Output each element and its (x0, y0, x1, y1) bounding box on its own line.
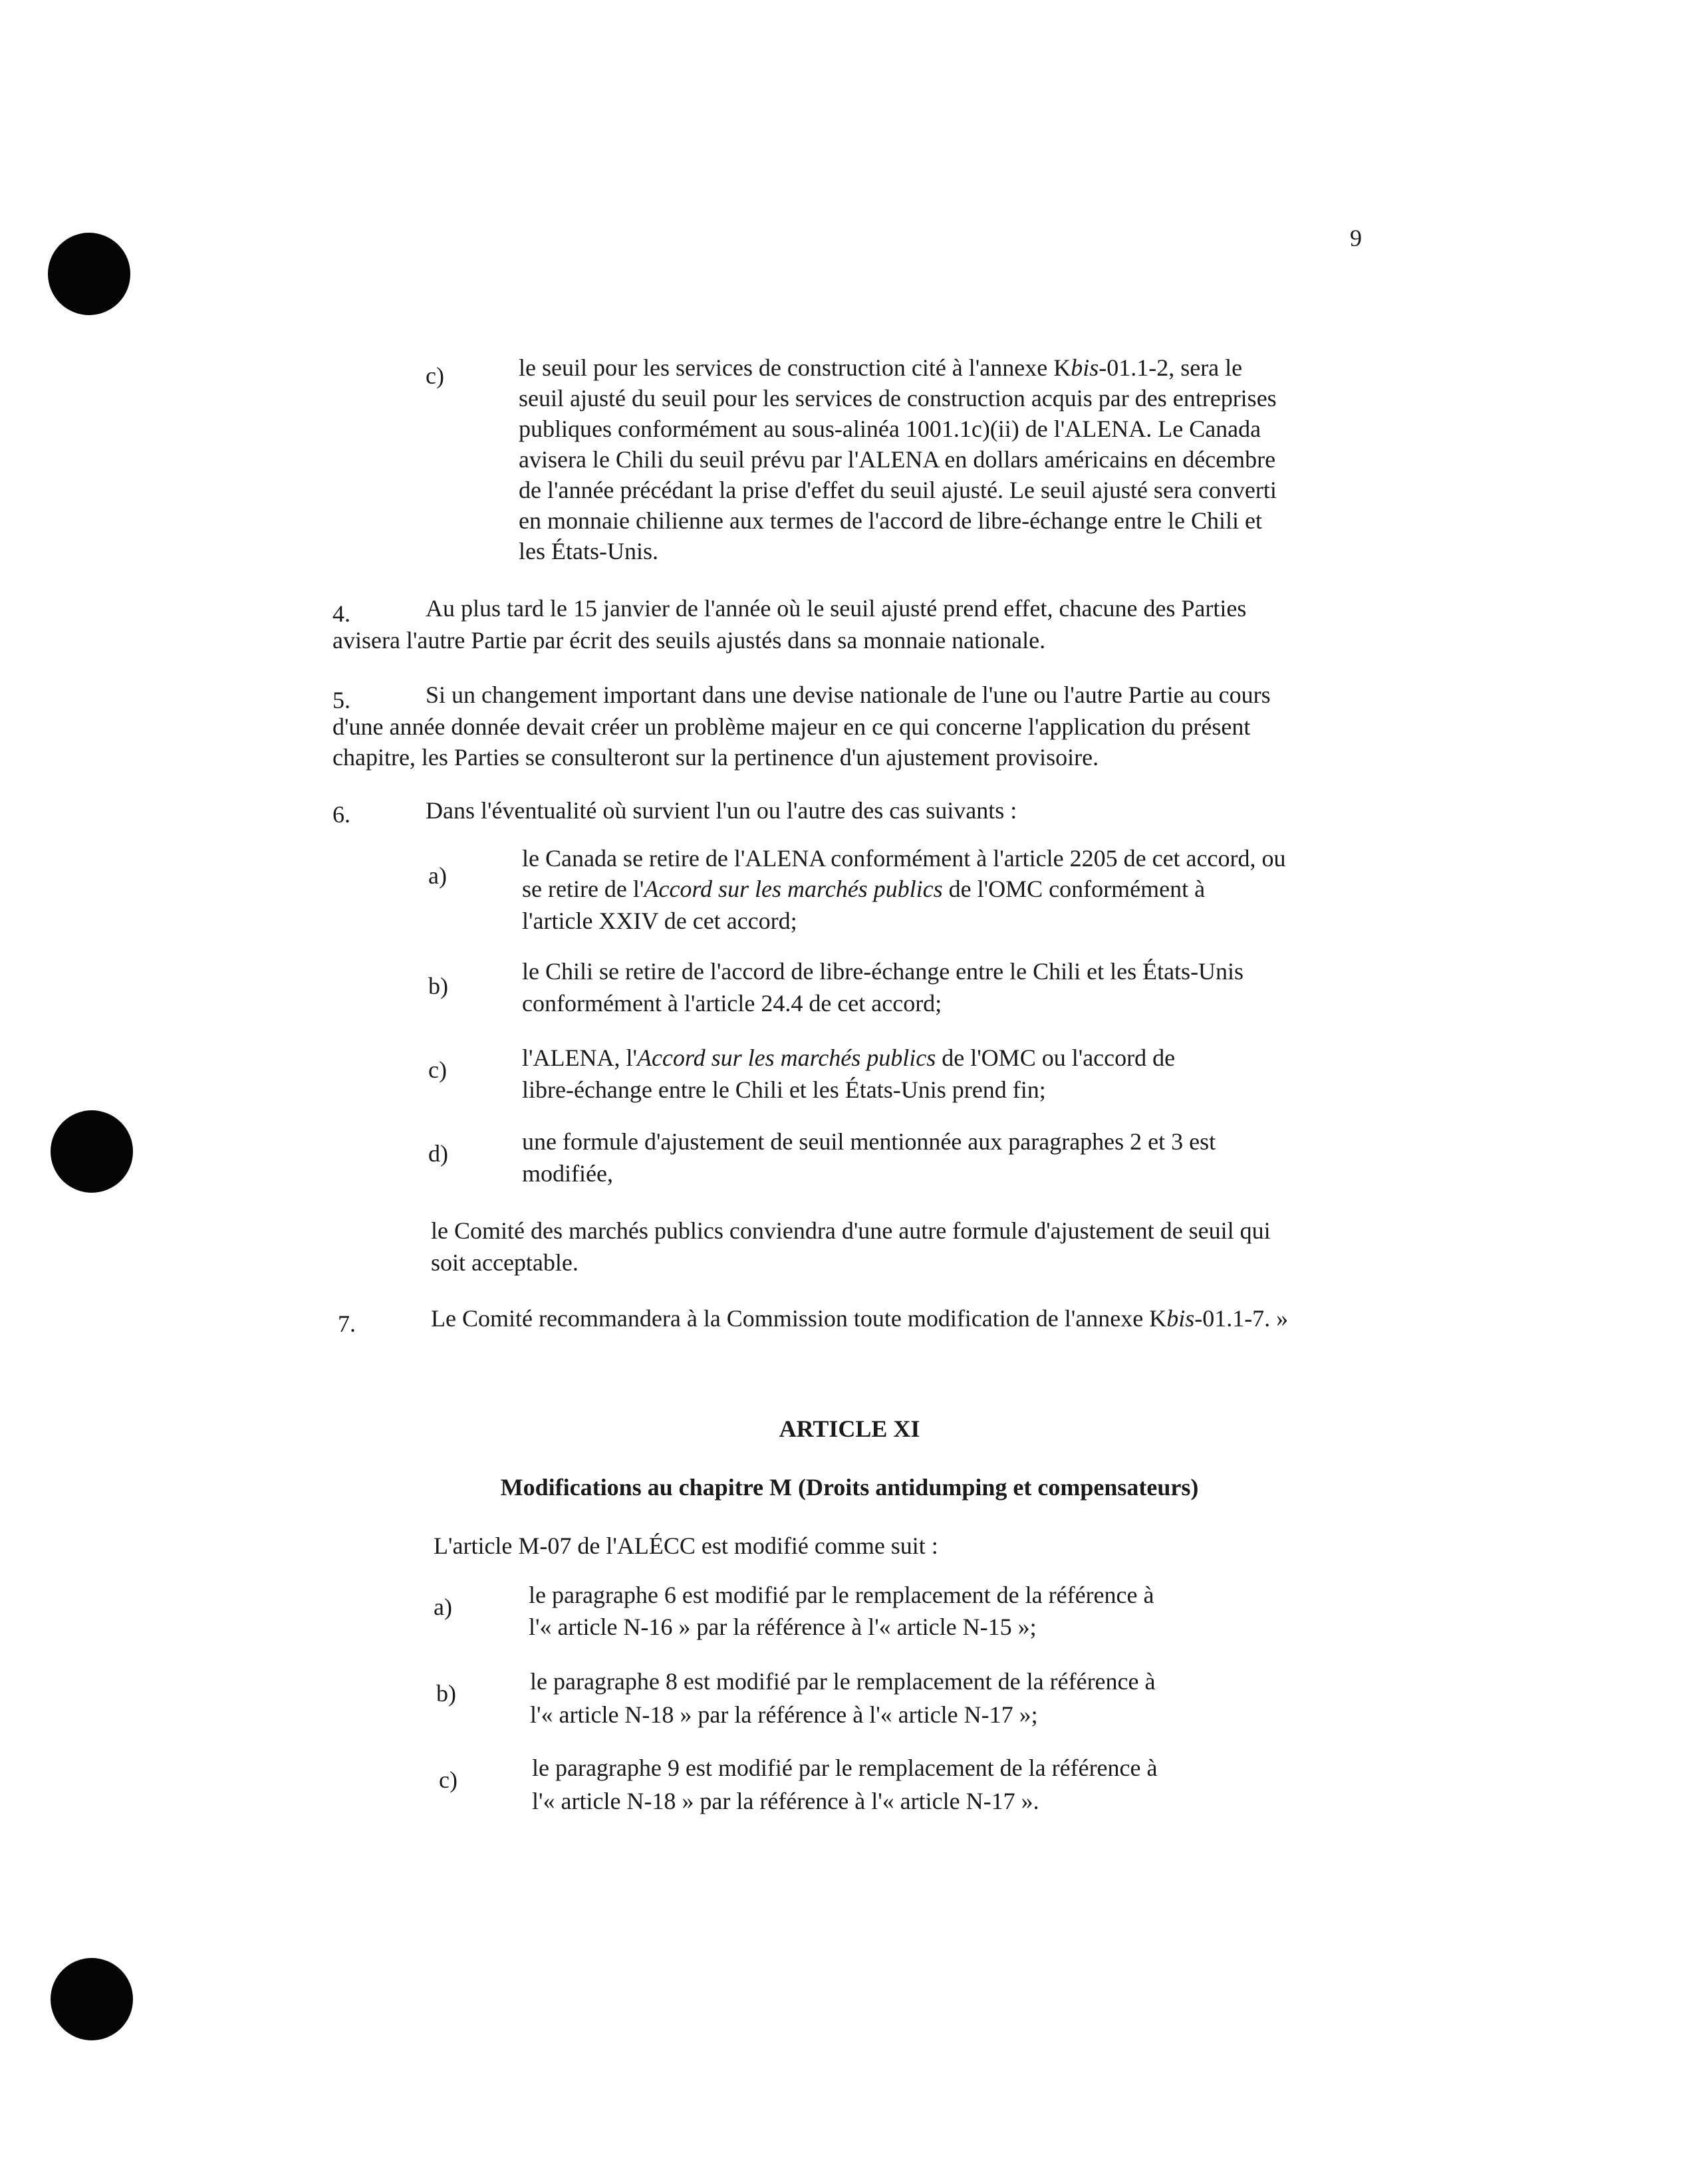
paragraph-number: 5. (332, 687, 350, 713)
paragraph-line: d'une année donnée devait créer un problème majeur en ce qui concerne l'application du présent (332, 713, 1251, 740)
paragraph-number: 6. (332, 801, 350, 828)
article-title: ARTICLE XI (779, 1415, 920, 1442)
item-label: c) (439, 1766, 457, 1793)
punch-hole-bottom (51, 1958, 133, 2040)
paragraph-closing: le Comité des marchés publics conviendra d'une autre formule d'ajustement de seuil qui (431, 1217, 1271, 1244)
item-3c-line: avisera le Chili du seuil prévu par l'ALENA en dollars américains en décembre (519, 446, 1276, 473)
item-line: l'« article N-16 » par la référence à l'« article N-15 »; (529, 1614, 1037, 1640)
item-line: l'« article N-18 » par la référence à l'« article N-17 ». (532, 1788, 1039, 1814)
item-label: b) (428, 973, 448, 999)
item-3c-line: publiques conformément au sous-alinéa 1001.1c)(ii) de l'ALENA. Le Canada (519, 416, 1261, 442)
item-label: b) (436, 1680, 456, 1707)
item-3c-line: le seuil pour les services de construction cité à l'annexe Kbis-01.1-2, sera le (519, 354, 1243, 381)
item-label: c) (428, 1056, 447, 1083)
item-line: se retire de l'Accord sur les marchés publics de l'OMC conformément à (522, 876, 1206, 902)
item-line: l'« article N-18 » par la référence à l'« article N-17 »; (530, 1701, 1038, 1728)
item-label: c) (426, 362, 444, 389)
item-line: l'ALENA, l'Accord sur les marchés publics de l'OMC ou l'accord de (522, 1044, 1176, 1071)
item-3c-line: en monnaie chilienne aux termes de l'accord de libre-échange entre le Chili et (519, 507, 1262, 534)
item-label: d) (428, 1140, 448, 1167)
page-number: 9 (1350, 225, 1362, 251)
paragraph-line: avisera l'autre Partie par écrit des seuils ajustés dans sa monnaie nationale. (332, 627, 1046, 654)
item-line: le Canada se retire de l'ALENA conformément à l'article 2205 de cet accord, ou (522, 845, 1286, 872)
paragraph-number: 4. (332, 600, 350, 627)
article-intro: L'article M-07 de l'ALÉCC est modifié comme suit : (434, 1532, 938, 1559)
item-line: le paragraphe 6 est modifié par le remplacement de la référence à (529, 1582, 1154, 1608)
item-line: conformément à l'article 24.4 de cet accord; (522, 990, 942, 1017)
paragraph-intro: Dans l'éventualité où survient l'un ou l'autre des cas suivants : (426, 797, 1017, 824)
item-line: le paragraphe 8 est modifié par le remplacement de la référence à (530, 1668, 1156, 1695)
item-line: une formule d'ajustement de seuil mentionnée aux paragraphes 2 et 3 est (522, 1128, 1216, 1155)
paragraph-number: 7. (338, 1310, 356, 1337)
article-subtitle: Modifications au chapitre M (Droits antidumping et compensateurs) (500, 1474, 1199, 1501)
item-3c-line: de l'année précédant la prise d'effet du seuil ajusté. Le seuil ajusté sera converti (519, 477, 1277, 503)
paragraph-line: Si un changement important dans une devise nationale de l'une ou l'autre Partie au cours (426, 681, 1271, 708)
item-line: le Chili se retire de l'accord de libre-échange entre le Chili et les États-Unis (522, 958, 1244, 985)
item-line: libre-échange entre le Chili et les États-Unis prend fin; (522, 1076, 1046, 1103)
item-line: l'article XXIV de cet accord; (522, 908, 797, 934)
punch-hole-top (48, 233, 130, 315)
item-label: a) (434, 1594, 452, 1620)
item-line: le paragraphe 9 est modifié par le remplacement de la référence à (532, 1755, 1158, 1781)
paragraph-line: Au plus tard le 15 janvier de l'année où le seuil ajusté prend effet, chacune des Parties (426, 595, 1247, 622)
item-line: modifiée, (522, 1160, 613, 1187)
item-3c-line: seuil ajusté du seuil pour les services de construction acquis par des entreprises (519, 385, 1277, 412)
paragraph-line: chapitre, les Parties se consulteront sur la pertinence d'un ajustement provisoire. (332, 744, 1099, 771)
item-3c-line: les États-Unis. (519, 538, 658, 564)
punch-hole-middle (51, 1110, 133, 1193)
item-label: a) (428, 862, 447, 889)
paragraph-closing: soit acceptable. (431, 1249, 579, 1276)
paragraph-line: Le Comité recommandera à la Commission toute modification de l'annexe Kbis-01.1-7. » (431, 1305, 1289, 1332)
